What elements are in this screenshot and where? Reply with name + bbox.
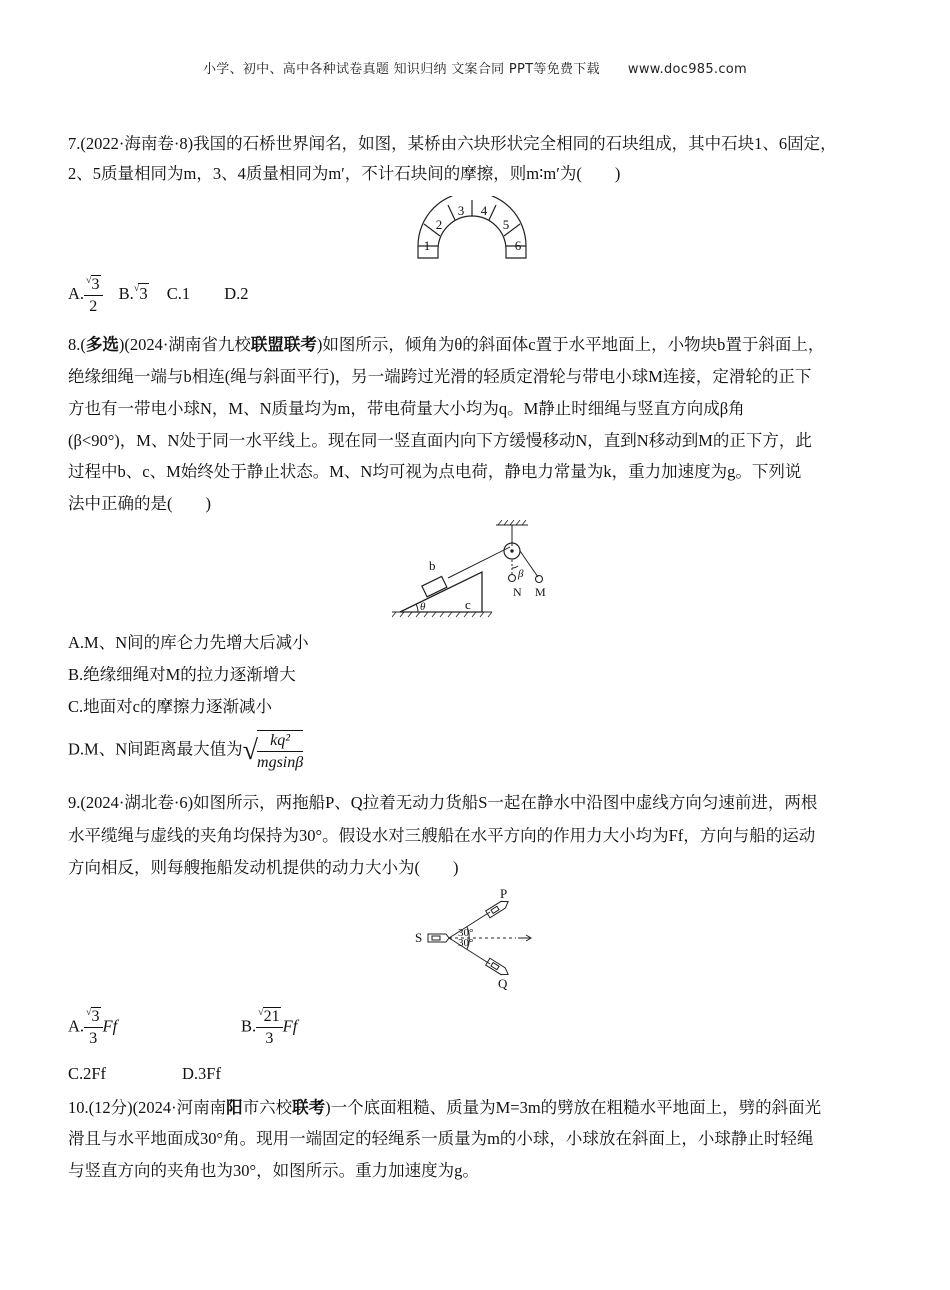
header-text: 小学、初中、高中各种试卷真题 知识归纳 文案合同 PPT等免费下载 [202, 62, 600, 77]
q10-line2: 滑且与水平地面成30°角。现用一端固定的轻绳系一质量为m的小球，小球放在斜面上，小球静止时轻绳 [68, 1129, 814, 1148]
q7-a-den: 2 [89, 298, 98, 315]
q7-b-prefix: B. [118, 284, 134, 304]
q7-label-3: 3 [457, 203, 465, 218]
q8-label-beta: β [518, 568, 524, 580]
q7-b-rad: 3 [139, 284, 148, 304]
q9-option-c[interactable]: C.2Ff [68, 1064, 107, 1083]
q8-l1a: 8.( [68, 335, 86, 354]
q7-a-fraction: $\frac{^√3}{2}$ [84, 276, 103, 315]
q8-label-M: M [535, 585, 546, 599]
q9-line2: 水平缆绳与虚线的夹角均保持为30°。假设水对三艘船在水平方向的作用力大小均为Ff，方向与船的运动 [68, 826, 816, 845]
q7-label-1: 1 [423, 238, 431, 253]
q7-a-prefix: A. [68, 284, 85, 304]
q7-option-b[interactable]: B.√3 [118, 283, 148, 304]
q8-line4: (β<90°)，M、N处于同一水平线上。现在同一竖直面内向下方缓慢移动N，直到N移动到M的正下方，此 [68, 431, 812, 450]
q8-d-num: kq² [257, 733, 303, 752]
q9-b-suffix: Ff [282, 1016, 298, 1036]
q8-l1e: )如图所示，倾角为θ的斜面体c置于水平地面上，小物块b置于斜面上， [316, 335, 825, 354]
q7-a-num: 3 [91, 276, 100, 293]
q9-b-fraction: $\frac{^√21}{3}$ [256, 1008, 283, 1047]
q10-line3: 与竖直方向的夹角也为30°，如图所示。重力加速度为g。 [68, 1161, 479, 1180]
q10-l1a: 10.(12分)(2024·河南南 [68, 1098, 227, 1117]
q9-option-b[interactable] [241, 1008, 297, 1047]
q9-a-suffix: Ff [102, 1016, 118, 1036]
q8-l1c: )(2024·湖南省九校 [118, 335, 251, 354]
q9-option-a[interactable] [68, 1008, 117, 1047]
q9-label-angle2: 30° [458, 937, 474, 949]
q7-label-4: 4 [480, 203, 488, 218]
q8-d-den: mgsinβ [257, 754, 304, 771]
q10-line1 [68, 1097, 821, 1119]
q8-line2: 绝缘细绳一端与b相连(绳与斜面平行)，另一端跨过光滑的轻质定滑轮与带电小球M连接，定滑轮的正下 [68, 367, 812, 386]
q7-label-6: 6 [514, 238, 522, 253]
q9-b-prefix: B. [241, 1016, 257, 1036]
q9-line3: 方向相反，则每艘拖船发动机提供的动力大小为( ) [68, 858, 459, 877]
q9-a-prefix: A. [68, 1016, 85, 1036]
q8-line1 [68, 334, 824, 356]
q9-label-Q: Q [498, 976, 508, 991]
q7-option-c[interactable]: C.1 [166, 284, 191, 304]
q9-b-den: 3 [265, 1030, 274, 1047]
q8-option-a[interactable]: A.M、N间的库仑力先增大后减小 [68, 633, 309, 652]
q8-d-fraction [257, 730, 303, 771]
q8-label-N: N [513, 585, 522, 599]
q9-b-num: 21 [263, 1008, 280, 1025]
q10-l1d: 联考 [292, 1098, 326, 1117]
q7-option-a[interactable] [68, 275, 107, 315]
q8-d-prefix: D.M、N间距离最大值为 [68, 739, 243, 759]
q7-label-2: 2 [435, 217, 443, 232]
q9-option-d[interactable]: D.3Ff [182, 1064, 221, 1083]
q8-label-b: b [429, 558, 436, 573]
q7-line2: 2、5质量相同为m，3、4质量相同为m′，不计石块间的摩擦，则m∶m′为( ) [68, 164, 621, 183]
q9-label-angle1: 30° [458, 927, 474, 939]
q8-label-c: c [465, 597, 471, 612]
q8-option-b[interactable]: B.绝缘细绳对M的拉力逐渐增大 [68, 665, 296, 684]
q8-l1b: 多选 [85, 335, 119, 354]
q9-boats-figure [412, 884, 542, 994]
q10-l1b: 阳 [226, 1098, 243, 1117]
q9-label-S: S [415, 930, 423, 945]
q7-line1: 7.(2022·海南卷·8)我国的石桥世界闻名，如图，某桥由六块形状完全相同的石块组成，其中石块1、6固定， [68, 134, 837, 153]
q8-option-c[interactable]: C.地面对c的摩擦力逐渐减小 [68, 697, 272, 716]
q8-line3: 方也有一带电小球N，M、N质量均为m，带电荷量大小均为q。M静止时细绳与竖直方向成β角 [68, 399, 745, 418]
q8-line6: 法中正确的是( ) [68, 494, 211, 513]
q7-options [68, 276, 249, 315]
q8-l1d: 联盟联考 [250, 335, 317, 354]
q7-label-5: 5 [502, 217, 510, 232]
q9-a-num: 3 [91, 1008, 100, 1025]
q8-option-d[interactable]: D.M、N间距离最大值为√ $\frac{\text{kq²}}{mgsin\beta}$ [68, 732, 304, 771]
q9-a-den: 3 [89, 1030, 98, 1047]
q7-bridge-figure [410, 196, 534, 264]
q8-label-theta: θ [420, 601, 426, 613]
page-header [0, 58, 950, 77]
q8-line5: 过程中b、c、M始终处于静止状态。M、N均可视为点电荷，静电力常量为k，重力加速度为g。下列说 [68, 462, 802, 481]
q8-incline-figure [392, 520, 562, 620]
q10-l1c: 市六校 [242, 1098, 293, 1117]
q9-a-fraction: $\frac{^√3}{3}$ [84, 1008, 103, 1047]
header-site: www.doc985.com [627, 62, 748, 77]
q7-option-d[interactable]: D.2 [224, 284, 249, 304]
q9-label-P: P [500, 886, 508, 901]
q9-line1: 9.(2024·湖北卷·6)如图所示，两拖船P、Q拉着无动力货船S一起在静水中沿图中虚线方向匀速前进，两根 [68, 793, 818, 812]
q10-l1e: )一个底面粗糙、质量为M=3m的劈放在粗糙水平地面上，劈的斜面光 [325, 1098, 822, 1117]
